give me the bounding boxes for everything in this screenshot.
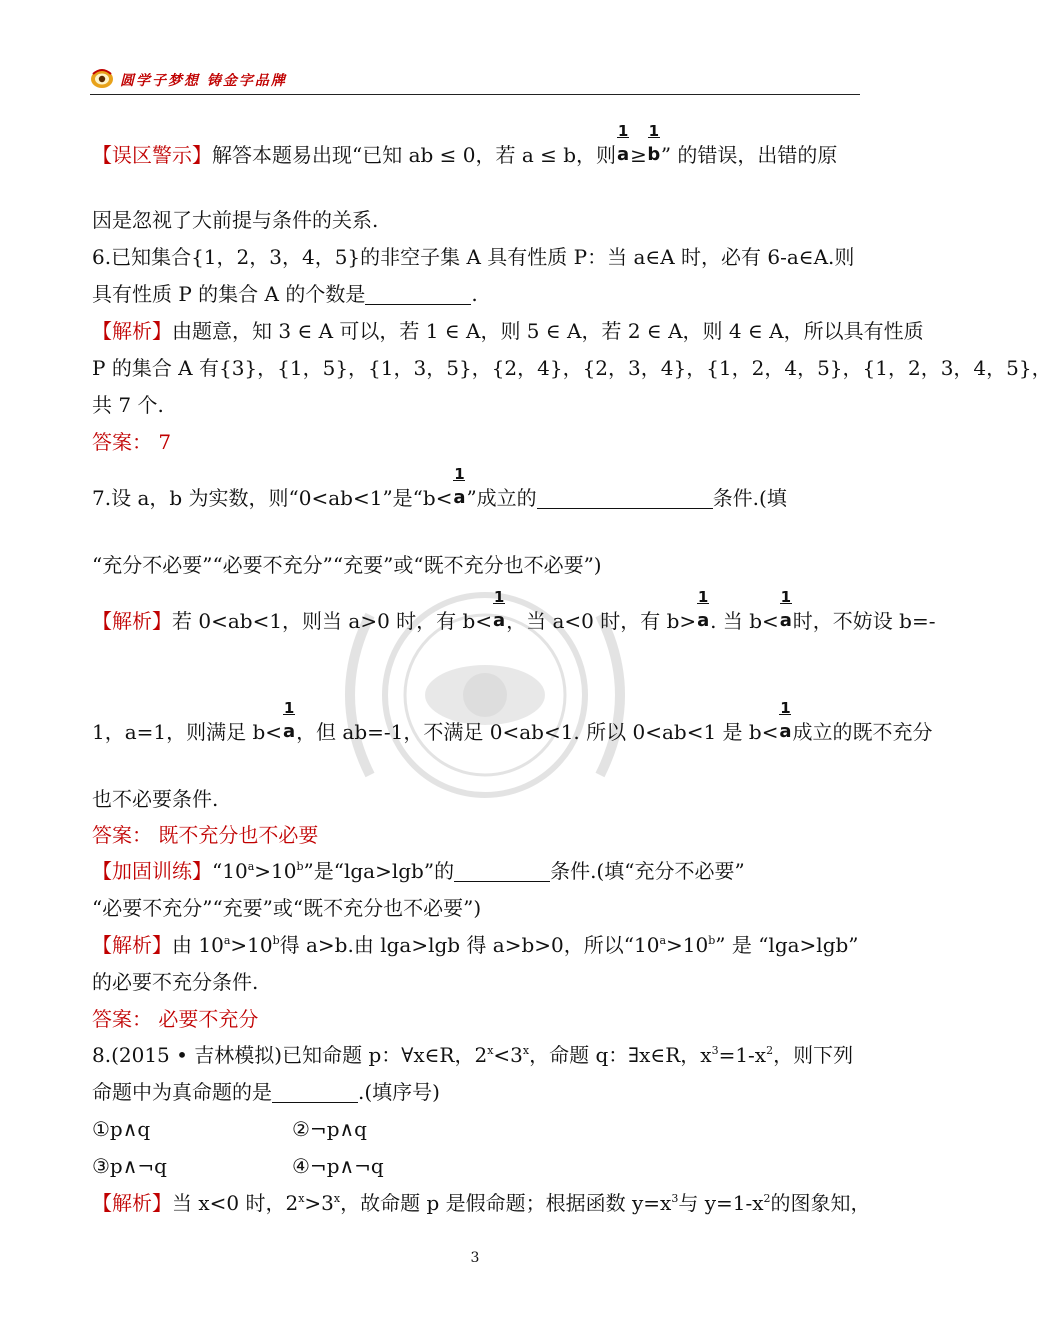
q8-option-3: ③p∧¬q xyxy=(92,1154,167,1178)
q7-line-1: 7.设 a，b 为实数，则“0<ab<1”是“b< $\frac{1}{a}$ ”成立的 条件.(填 xyxy=(92,483,862,513)
q8-option-1: ①p∧q xyxy=(92,1117,151,1141)
q8-answer-blank xyxy=(272,1080,358,1103)
fraction-1-over-b: $\frac{1}{b}$ xyxy=(647,122,661,165)
reinforce-analysis-2: 的必要不充分条件. xyxy=(92,970,259,994)
q8-option-4: ④¬p∧¬q xyxy=(292,1154,384,1178)
q7-analysis-2: 1，a=1，则满足 b< $\frac{1}{a}$ ，但 ab=-1，不满足 0<ab<1. 所以 0<ab<1 是 b< $\frac{1}{a}$ 成立的既不充分 xyxy=(92,717,862,747)
header-slogan: 圆学子梦想 铸金字品牌 xyxy=(120,73,287,89)
fraction-1-over-a: $\frac{1}{a}$ xyxy=(697,588,710,631)
q8-option-2: ②¬p∧q xyxy=(292,1117,367,1141)
q7-answer: 答案： 既不充分也不必要 xyxy=(92,823,319,847)
q8-line-2: 命题中为真命题的是 .(填序号) xyxy=(92,1080,440,1104)
page-number: 3 xyxy=(470,1250,480,1266)
fraction-1-over-a: $\frac{1}{a}$ xyxy=(282,699,296,742)
fraction-1-over-a: $\frac{1}{a}$ xyxy=(779,588,792,631)
analysis-tag: 【解析】 xyxy=(92,319,172,343)
logo-icon xyxy=(90,66,114,90)
reinforce-answer-blank xyxy=(454,859,550,882)
fraction-1-over-a: $\frac{1}{a}$ xyxy=(453,465,466,508)
reinforce-answer: 答案： 必要不充分 xyxy=(92,1007,259,1031)
fraction-1-over-a: $\frac{1}{a}$ xyxy=(616,122,630,165)
warning-line-2: 因是忽视了大前提与条件的关系. xyxy=(92,208,379,232)
q8-options-row-1 xyxy=(92,1114,862,1144)
q6-analysis-2: P 的集合 A 有{3}，{1，5}，{1，3，5}，{2，4}，{2，3，4}，{1，2，4，5}，{1，2，3，4，5}， xyxy=(92,356,1052,380)
q6-answer-blank xyxy=(365,282,471,305)
fraction-1-over-a: $\frac{1}{a}$ xyxy=(779,699,792,742)
q8-line-1: 8.(2015 • 吉林模拟)已知命题 p：∀x∈R，$2^x<3^x$，命题 q：∃x∈R，$x^3=1-x^2$，则下列 xyxy=(92,1043,854,1067)
warning-tag: 【误区警示】 xyxy=(92,143,212,167)
analysis-tag: 【解析】 xyxy=(92,1191,172,1215)
reinforce-tag: 【加固训练】 xyxy=(92,859,212,883)
q6-analysis-3: 共 7 个. xyxy=(92,393,164,417)
q7-answer-blank xyxy=(537,486,713,509)
reinforce-line-2: “必要不充分”“充要”或“既不充分也不必要”) xyxy=(92,896,482,920)
page-header xyxy=(90,66,860,94)
q8-options-row-2 xyxy=(92,1151,862,1181)
reinforce-line-1: 【加固训练】“$10^a>10^b$”是“lga>lgb”的 条件.(填“充分不必要” xyxy=(92,859,745,883)
analysis-tag: 【解析】 xyxy=(92,933,172,957)
q7-line-2: “充分不必要”“必要不充分”“充要”或“既不充分也不必要”) xyxy=(92,553,602,577)
reinforce-analysis-1: 【解析】由 $10^a>10^b$得 a>b.由 lga>lgb 得 a>b>0，所以“$10^a>10^b$” 是 “lga>lgb” xyxy=(92,933,859,957)
q6-analysis-1: 【解析】由题意，知 3 ∈ A 可以，若 1 ∈ A，则 5 ∈ A，若 2 ∈ A，则 4 ∈ A，所以具有性质 xyxy=(92,319,924,343)
q6-answer: 答案： 7 xyxy=(92,430,172,454)
q7-analysis-1: 【解析】若 0<ab<1，则当 a>0 时，有 b< $\frac{1}{a}$ ，当 a<0 时，有 b> $\frac{1}{a}$ . 当 b< $\frac{1}{a}$ 时，不妨设 b=- xyxy=(92,606,862,636)
analysis-tag: 【解析】 xyxy=(92,609,172,633)
q6-line-2: 具有性质 P 的集合 A 的个数是 . xyxy=(92,282,478,306)
q6-line-1: 6.已知集合{1，2，3，4，5}的非空子集 A 具有性质 P：当 a∈A 时，必有 6-a∈A.则 xyxy=(92,245,855,269)
q8-analysis-1: 【解析】当 x<0 时，$2^x>3^x$，故命题 p 是假命题；根据函数 $y=x^3$与 $y=1-x^2$的图象知， xyxy=(92,1191,871,1215)
warning-line-1: 【误区警示】解答本题易出现“已知 ab ≤ 0，若 a ≤ b，则 $\frac{1}{a}$ ≥ $\frac{1}{b}$ ” 的错误，出错的原 xyxy=(92,140,862,170)
q7-analysis-3: 也不必要条件. xyxy=(92,787,219,811)
fraction-1-over-a: $\frac{1}{a}$ xyxy=(493,588,506,631)
header-rule xyxy=(90,94,860,95)
